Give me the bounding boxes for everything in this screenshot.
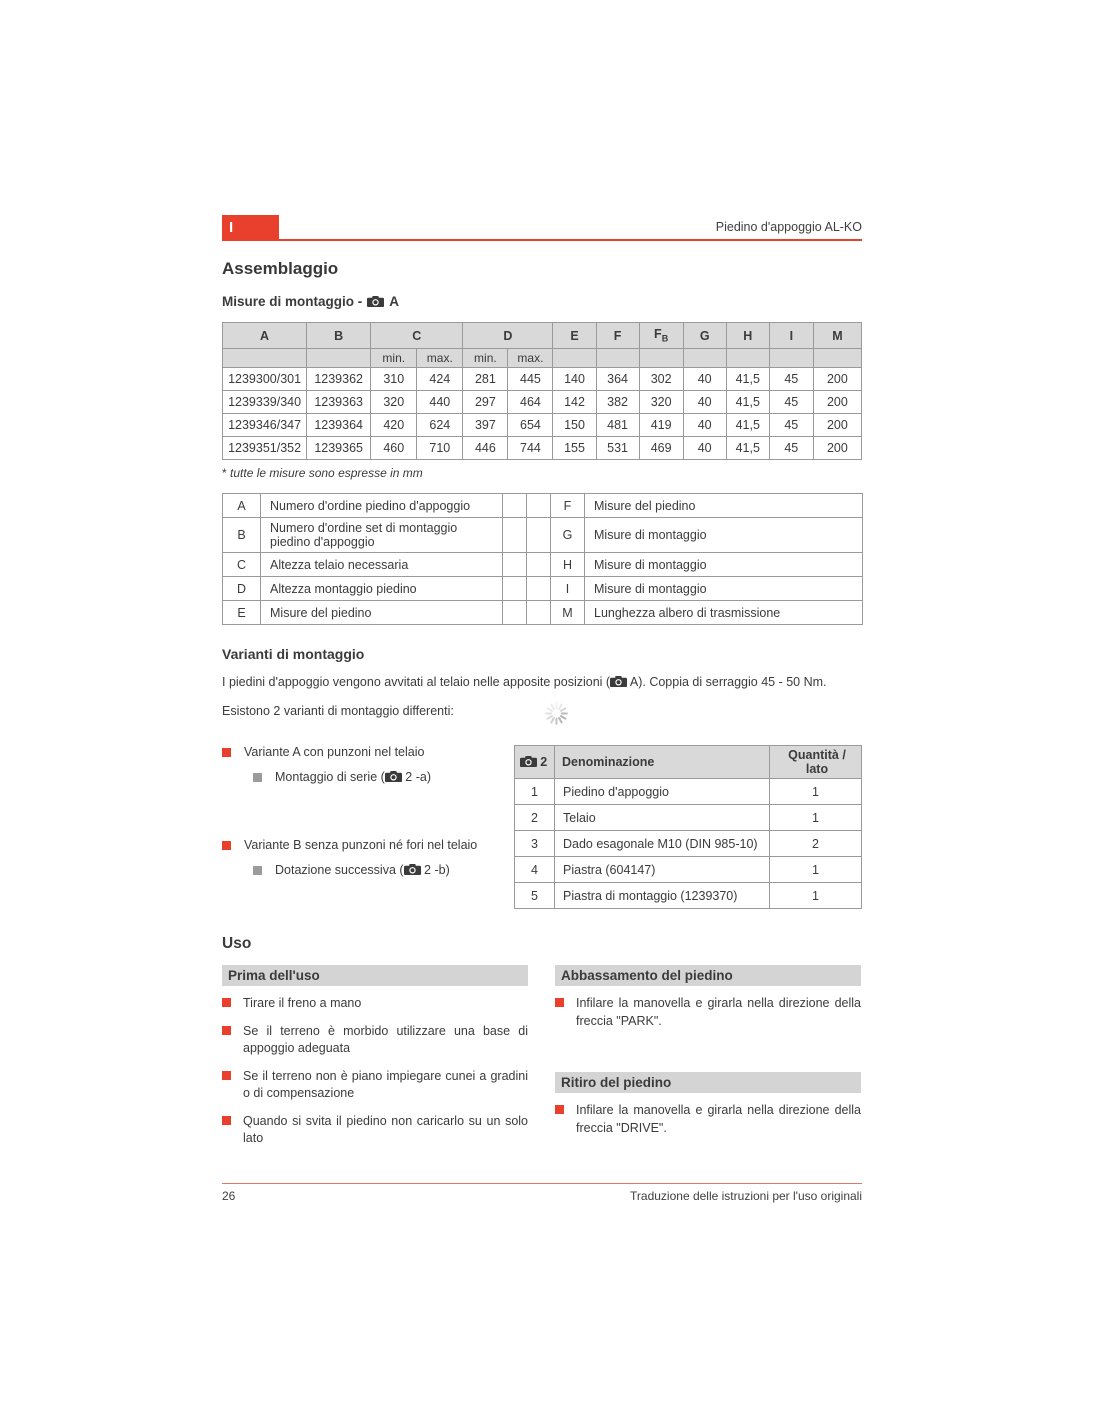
intro-text: ). Coppia di serraggio 45 - 50 Nm. <box>638 675 827 689</box>
list-item: Se il terreno è morbido utilizzare una base di appoggio adeguata <box>222 1023 528 1058</box>
col-header: Quantità / lato <box>770 746 862 779</box>
col-header: B <box>307 323 371 349</box>
parts-table <box>514 745 862 909</box>
table-cell: 1239339/340 <box>223 391 307 414</box>
table-row <box>223 414 862 437</box>
bullet-square-icon <box>222 841 231 850</box>
table-cell: D <box>223 577 261 601</box>
table-cell: 200 <box>813 414 861 437</box>
table-cell: 1 <box>770 857 862 883</box>
bullet-square-icon <box>222 748 231 757</box>
retracting-list <box>555 1102 861 1137</box>
table-cell: 1 <box>770 779 862 805</box>
figure-ref: A <box>629 675 639 689</box>
col-header: I <box>769 323 813 349</box>
col-subheader <box>813 349 861 368</box>
language-marker-badge <box>222 215 279 240</box>
table-cell: 200 <box>813 391 861 414</box>
list-subitem <box>253 770 514 784</box>
col-subheader <box>596 349 639 368</box>
table-row <box>223 437 862 460</box>
measures-table <box>222 322 862 460</box>
usage-section-title: Uso <box>222 935 252 953</box>
page-footer <box>222 1183 862 1203</box>
table-cell: 1239346/347 <box>223 414 307 437</box>
table-cell: 150 <box>553 414 596 437</box>
table-cell: 710 <box>417 437 463 460</box>
table-cell: H <box>551 553 585 577</box>
table-cell: 744 <box>508 437 553 460</box>
table-cell: 1239351/352 <box>223 437 307 460</box>
page-number: 26 <box>222 1189 236 1203</box>
bullet-square-icon <box>555 1105 564 1114</box>
table-cell: 320 <box>639 391 683 414</box>
table-cell: 297 <box>463 391 508 414</box>
col-header: H <box>726 323 769 349</box>
table-cell: 1239364 <box>307 414 371 437</box>
col-header: C <box>371 323 463 349</box>
table-cell: M <box>551 601 585 625</box>
list-item: Tirare il freno a mano <box>222 995 528 1013</box>
col-header: M <box>813 323 861 349</box>
table-cell: 5 <box>515 883 555 909</box>
table-cell: 40 <box>683 414 726 437</box>
bullet-square-icon <box>222 1071 231 1080</box>
list-item <box>222 838 514 852</box>
table-cell: 200 <box>813 368 861 391</box>
measures-heading <box>222 294 862 309</box>
table-cell: 1239365 <box>307 437 371 460</box>
col-subheader <box>769 349 813 368</box>
page-header <box>222 216 862 241</box>
table-cell: 2 <box>515 805 555 831</box>
table-cell: Telaio <box>555 805 770 831</box>
list-item: Quando si svita il piedino non caricarlo su un solo lato <box>222 1113 528 1148</box>
table-cell: I <box>551 577 585 601</box>
running-header-title: Piedino d'appoggio AL-KO <box>715 220 862 234</box>
bullet-square-icon <box>222 998 231 1007</box>
table-cell: Numero d'ordine piedino d'appoggio <box>261 494 503 518</box>
footnote-marker: * <box>222 466 227 480</box>
table-cell: Misure del piedino <box>261 601 503 625</box>
table-cell: Lunghezza albero di trasmissione <box>585 601 863 625</box>
table-cell: 624 <box>417 414 463 437</box>
col-subheader: min. <box>463 349 508 368</box>
table-cell: 1239300/301 <box>223 368 307 391</box>
footnote-text: tutte le misure sono espresse in mm <box>230 466 423 480</box>
table-cell: Misure di montaggio <box>585 553 863 577</box>
variants-intro <box>222 673 862 691</box>
table-cell: 4 <box>515 857 555 883</box>
table-cell: 531 <box>596 437 639 460</box>
table-cell: Numero d'ordine set di montaggio piedino d'appoggio <box>261 518 503 553</box>
table-cell: 40 <box>683 391 726 414</box>
language-marker-label: I <box>229 219 234 236</box>
camera-icon <box>367 296 384 307</box>
col-subheader <box>307 349 371 368</box>
table-cell: 142 <box>553 391 596 414</box>
camera-icon <box>385 771 402 782</box>
table-cell: 1 <box>770 805 862 831</box>
table-cell: 1 <box>515 779 555 805</box>
table-cell <box>503 494 527 518</box>
table-cell <box>527 518 551 553</box>
variant-a-sub-label: Montaggio di serie ( 2 -a) <box>275 770 431 785</box>
table-cell: 140 <box>553 368 596 391</box>
table-row <box>223 391 862 414</box>
table-cell: 469 <box>639 437 683 460</box>
table-cell: 41,5 <box>726 414 769 437</box>
camera-icon <box>520 756 537 767</box>
table-cell: 41,5 <box>726 437 769 460</box>
variants-section-title: Varianti di montaggio <box>222 646 365 662</box>
table-row <box>515 805 862 831</box>
usage-right-column <box>555 965 861 1158</box>
table-cell <box>527 553 551 577</box>
retracting-header: Ritiro del piedino <box>555 1072 861 1093</box>
col-subheader <box>726 349 769 368</box>
table-cell: Piedino d'appoggio <box>555 779 770 805</box>
legend-table <box>222 493 863 625</box>
camera-icon <box>610 676 627 687</box>
table-row <box>223 368 862 391</box>
intro-text: I piedini d'appoggio vengono avvitati al telaio nelle apposite posizioni ( <box>222 675 611 689</box>
table-cell <box>503 577 527 601</box>
table-cell <box>503 518 527 553</box>
table-cell: F <box>551 494 585 518</box>
table-row <box>515 857 862 883</box>
table-cell: 1239363 <box>307 391 371 414</box>
variant-a-label: Variante A con punzoni nel telaio <box>244 745 425 760</box>
table-cell: 445 <box>508 368 553 391</box>
page-title: Assemblaggio <box>222 259 339 278</box>
table-cell: 419 <box>639 414 683 437</box>
table-cell: 424 <box>417 368 463 391</box>
bullet-square-icon <box>253 866 262 875</box>
col-header: E <box>553 323 596 349</box>
table-cell: Piastra (604147) <box>555 857 770 883</box>
col-subheader <box>223 349 307 368</box>
col-header: D <box>463 323 553 349</box>
before-use-list <box>222 995 528 1148</box>
table-cell: Misure di montaggio <box>585 518 863 553</box>
table-cell: 440 <box>417 391 463 414</box>
table-cell: A <box>223 494 261 518</box>
table-cell: 1239362 <box>307 368 371 391</box>
col-header: A <box>223 323 307 349</box>
table-cell: Piastra di montaggio (1239370) <box>555 883 770 909</box>
col-subheader: min. <box>371 349 417 368</box>
table-cell: 45 <box>769 391 813 414</box>
table-cell: 45 <box>769 414 813 437</box>
parts-figure-header: 2 <box>515 746 555 779</box>
table-cell: 200 <box>813 437 861 460</box>
bullet-square-icon <box>555 998 564 1007</box>
table-cell: 302 <box>639 368 683 391</box>
measures-subheader-row <box>223 349 862 368</box>
table-row <box>515 779 862 805</box>
measures-header-row <box>223 323 862 349</box>
col-subheader <box>639 349 683 368</box>
table-cell: C <box>223 553 261 577</box>
table-cell: Altezza montaggio piedino <box>261 577 503 601</box>
table-cell: 654 <box>508 414 553 437</box>
variants-intro2: Esistono 2 varianti di montaggio differenti: <box>222 704 454 719</box>
table-cell: 364 <box>596 368 639 391</box>
lowering-header: Abbassamento del piedino <box>555 965 861 986</box>
variant-b-sub-label: Dotazione successiva ( 2 -b) <box>275 863 450 878</box>
table-cell: 41,5 <box>726 391 769 414</box>
table-cell: 464 <box>508 391 553 414</box>
table-row <box>223 553 863 577</box>
table-cell: 420 <box>371 414 417 437</box>
col-subheader <box>683 349 726 368</box>
table-cell: G <box>551 518 585 553</box>
table-row <box>223 601 863 625</box>
col-header: $F_B$ <box>639 323 683 349</box>
table-cell <box>527 601 551 625</box>
table-row <box>515 831 862 857</box>
table-cell: 397 <box>463 414 508 437</box>
list-item <box>222 745 514 759</box>
table-cell: 1 <box>770 883 862 909</box>
table-cell: E <box>223 601 261 625</box>
table-cell: 382 <box>596 391 639 414</box>
col-header: G <box>683 323 726 349</box>
col-header: Denominazione <box>555 746 770 779</box>
list-item: Se il terreno non è piano impiegare cunei a gradini o di compensazione <box>222 1068 528 1103</box>
variant-b-label: Variante B senza punzoni né fori nel telaio <box>244 838 478 853</box>
list-item: Infilare la manovella e girarla nella direzione della freccia "DRIVE". <box>555 1102 861 1137</box>
usage-left-column <box>222 965 528 1158</box>
table-cell: 481 <box>596 414 639 437</box>
table-cell: 281 <box>463 368 508 391</box>
table-cell: Dado esagonale M10 (DIN 985-10) <box>555 831 770 857</box>
lowering-list <box>555 995 861 1030</box>
table-cell: B <box>223 518 261 553</box>
table-cell: 40 <box>683 368 726 391</box>
table-cell: Misure del piedino <box>585 494 863 518</box>
list-subitem <box>253 863 514 877</box>
bullet-square-icon <box>222 1026 231 1035</box>
table-cell: 320 <box>371 391 417 414</box>
bullet-square-icon <box>222 1116 231 1125</box>
table-cell: 45 <box>769 368 813 391</box>
col-subheader: max. <box>417 349 463 368</box>
table-cell: 41,5 <box>726 368 769 391</box>
col-subheader <box>553 349 596 368</box>
parts-header-row <box>515 746 862 779</box>
col-subheader: max. <box>508 349 553 368</box>
table-cell: 2 <box>770 831 862 857</box>
table-row <box>223 518 863 553</box>
table-cell: 3 <box>515 831 555 857</box>
table-cell: 155 <box>553 437 596 460</box>
list-item: Infilare la manovella e girarla nella direzione della freccia "PARK". <box>555 995 861 1030</box>
camera-icon <box>404 864 421 875</box>
measures-heading-label: Misure di montaggio - <box>222 294 363 309</box>
measures-figure-ref: A <box>389 294 399 309</box>
table-cell: 45 <box>769 437 813 460</box>
col-header: F <box>596 323 639 349</box>
table-cell: 446 <box>463 437 508 460</box>
table-cell <box>527 494 551 518</box>
table-cell <box>503 553 527 577</box>
variant-list <box>222 745 514 909</box>
table-cell: Misure di montaggio <box>585 577 863 601</box>
footer-text: Traduzione delle istruzioni per l'uso originali <box>630 1189 862 1203</box>
table-cell <box>527 577 551 601</box>
table-row <box>223 494 863 518</box>
table-cell: 310 <box>371 368 417 391</box>
table-row <box>223 577 863 601</box>
before-use-header: Prima dell'uso <box>222 965 528 986</box>
table-cell <box>503 601 527 625</box>
table-footnote <box>222 466 862 480</box>
bullet-square-icon <box>253 773 262 782</box>
table-cell: 40 <box>683 437 726 460</box>
table-cell: Altezza telaio necessaria <box>261 553 503 577</box>
table-row <box>515 883 862 909</box>
table-cell: 460 <box>371 437 417 460</box>
